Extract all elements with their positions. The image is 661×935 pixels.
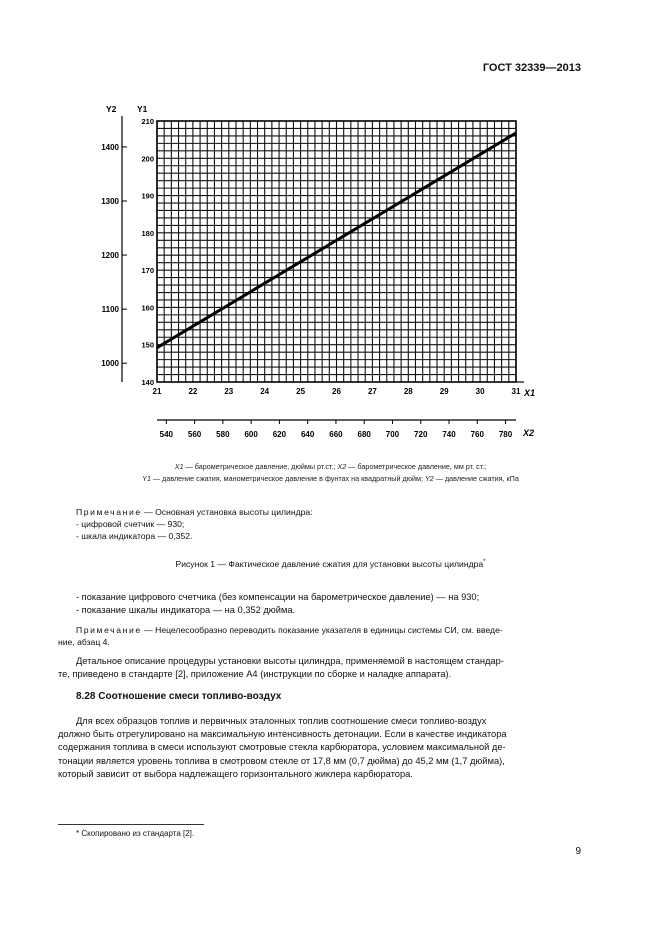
x1-tick-label: 29	[439, 387, 449, 396]
note-text: — Нецелесообразно переводить показание указателя в единицы системы СИ, см. введе-	[141, 625, 503, 635]
note-item: - шкала индикатора — 0,352.	[76, 531, 193, 541]
x2-tick-label: 680	[357, 430, 371, 439]
y2-tick-label: 1200	[101, 251, 119, 261]
note-item: - цифровой счетчик — 930;	[76, 519, 185, 529]
paragraph-line: содержания топлива в смеси используют смотровые стекла карбюратора, условием максимальной де-	[58, 742, 506, 753]
x2-tick-label: 720	[414, 430, 428, 439]
footnote-mark: *	[483, 559, 486, 566]
y1-tick-label: 190	[141, 191, 154, 201]
paragraph-line: Детальное описание процедуры установки высоты цилиндра, применяемой в настоящем стандар-	[76, 656, 504, 666]
footnote: * Скопировано из стандарта [2].	[76, 829, 195, 838]
list-item: - показание шкалы индикатора — на 0,352 дюйма.	[76, 605, 296, 616]
x2-tick-label: 600	[244, 430, 258, 439]
figure-caption-block	[0, 559, 661, 569]
x1-tick-label: 30	[475, 387, 485, 396]
paragraph-line: те, приведено в стандарте [2], приложение А4 (инструкции по сборке и наладке аппарата).	[58, 669, 452, 679]
x1-tick-label: 27	[367, 387, 377, 396]
x2-tick-label: 780	[498, 430, 513, 439]
x1-tick-label: 23	[224, 387, 234, 396]
legend-text-x1: — барометрическое давление, дюймы рт.ст.;	[183, 462, 338, 471]
note-text: — Основная установка высоты цилиндра:	[141, 507, 313, 517]
y1-tick-label: 160	[141, 303, 154, 313]
y1-axis-label: Y1	[137, 104, 148, 114]
y1-tick-label: 170	[141, 266, 154, 276]
legend-text-y1: — давление сжатия, манометрическое давление в фунтах на квадратный дюйм;	[150, 474, 425, 483]
note-label: Примечание	[76, 625, 142, 635]
paragraph-fuel-air-first: Для всех образцов топлив и первичных эталонных топлив соотношение смеси топливо-воздух	[76, 716, 487, 726]
figure-caption: Рисунок 1 — Фактическое давление сжатия для установки высоты цилиндра	[175, 559, 484, 569]
y2-tick-label: 1300	[101, 196, 119, 206]
x2-tick-label: 540	[159, 430, 174, 439]
footnote-rule	[58, 824, 204, 825]
note-text-continuation: ние, абзац 4.	[58, 637, 110, 647]
y2-tick-label: 1000	[101, 359, 119, 369]
reading-list	[76, 591, 479, 618]
x2-tick-label: 620	[272, 430, 287, 439]
y1-tick-label: 210	[141, 117, 154, 126]
chart-legend-line-2	[40, 474, 621, 483]
section-heading: 8.28 Соотношение смеси топливо-воздух	[76, 691, 282, 702]
x1-tick-label: 25	[296, 387, 306, 396]
legend-text-x2: — барометрическое давление, мм рт. ст.;	[346, 462, 487, 471]
paragraph-line: который зависит от выбора надлежащего горизонтального жиклера карбюратора.	[58, 769, 413, 780]
legend-symbol-y2: Y2	[425, 474, 434, 483]
page-number: 9	[575, 846, 581, 857]
x1-tick-label: 31	[511, 387, 521, 396]
x1-tick-label: 21	[152, 387, 162, 396]
chart-legend-line-1	[40, 462, 621, 471]
y2-tick-label: 1400	[101, 142, 119, 152]
legend-symbol-x2: X2	[337, 462, 347, 471]
y1-tick-label: 150	[141, 340, 154, 350]
x1-axis-label: X1	[524, 388, 536, 398]
legend-symbol-y1: Y1	[142, 474, 151, 483]
document-header: ГОСТ 32339—2013	[482, 62, 581, 74]
x2-tick-label: 760	[470, 430, 484, 439]
figure-note	[76, 506, 313, 542]
x2-tick-label: 660	[329, 430, 343, 439]
note-label: Примечание	[76, 507, 142, 517]
paragraph-cylinder-setup	[76, 655, 504, 668]
compression-pressure-chart	[0, 0, 661, 450]
x1-tick-label: 28	[403, 387, 413, 396]
paragraph-line: должно быть отрегулировано на максимальную интенсивность детонации. Если в качестве индикатора	[58, 729, 507, 739]
x2-tick-label: 580	[216, 430, 230, 439]
x2-tick-label: 640	[300, 430, 315, 439]
legend-symbol-x1: X1	[174, 462, 184, 471]
note-conversion	[76, 624, 584, 636]
list-item: - показание цифрового счетчика (без компенсации на барометрическое давление) — на 930;	[76, 592, 480, 602]
paragraph-line: тонации является уровень топлива в смотровом стекле от 17,8 мм (0,7 дюйма) до 45,2 мм (1,7 дюйма),	[58, 755, 505, 766]
x2-axis-label: X2	[523, 428, 535, 438]
x2-tick-label: 560	[187, 430, 202, 439]
y1-tick-label: 180	[141, 228, 154, 238]
x2-tick-label: 740	[442, 430, 456, 439]
y2-tick-label: 1100	[101, 305, 119, 315]
legend-text-y2: — давление сжатия, кПа	[433, 474, 519, 483]
x1-tick-label: 26	[332, 387, 341, 396]
x1-tick-label: 24	[260, 387, 270, 396]
y1-tick-label: 140	[141, 378, 154, 387]
x2-tick-label: 700	[385, 430, 400, 439]
y1-tick-label: 200	[141, 154, 154, 164]
paragraph-cylinder-setup-cont	[58, 668, 451, 681]
paragraph-fuel-air	[58, 728, 507, 782]
x1-tick-label: 22	[188, 387, 198, 396]
y2-axis-label: Y2	[106, 104, 117, 114]
